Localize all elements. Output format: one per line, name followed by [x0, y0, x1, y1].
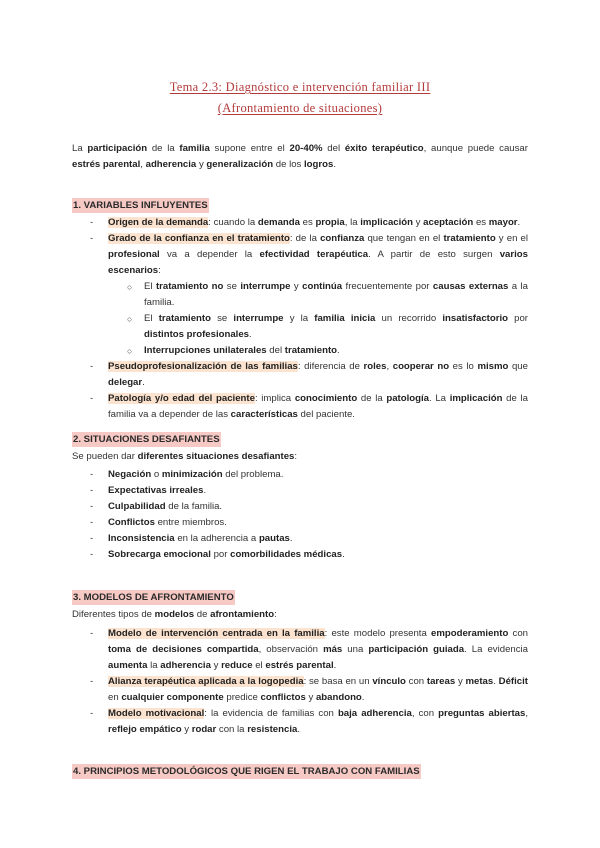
section-heading-models: 3. MODELOS DE AFRONTAMIENTO [73, 592, 234, 603]
section-heading-variables: 1. VARIABLES INFLUYENTES [73, 200, 208, 211]
list-item: - Grado de la confianza en el tratamiento: de la confianza que tengan en el tratamiento y en el profesional va a depender la efectividad terapéutica. A partir de esto surgen varios escenarios: ○ El tratamiento no se interrumpe y continúa frecuentemente por causas externas a la familia. ○ El tratamiento se interrumpe y la familia inicia un recorrido insatisfactorio por distintos profesionales. ○ Interrupciones unilaterales del tratamiento. [72, 231, 528, 359]
list-item: - Culpabilidad de la familia. [72, 499, 528, 515]
document-subtitle: (Afrontamiento de situaciones) [217, 101, 383, 115]
section-heading-principles: 4. PRINCIPIOS METODOLÓGICOS QUE RIGEN EL TRABAJO CON FAMILIAS [73, 766, 420, 777]
list-item: - Alianza terapéutica aplicada a la logopedia: se basa en un vínculo con tareas y metas. Déficit en cualquier componente predice conflictos y abandono. [72, 674, 528, 706]
document-title: Tema 2.3: Diagnóstico e intervención familiar III [169, 80, 431, 94]
list-item: - Conflictos entre miembros. [72, 515, 528, 531]
list-item: - Sobrecarga emocional por comorbilidades médicas. [72, 547, 528, 563]
list-item: - Negación o minimización del problema. [72, 467, 528, 483]
sublist-item: ○ Interrupciones unilaterales del tratamiento. [108, 343, 528, 359]
sublist-item: ○ El tratamiento no se interrumpe y continúa frecuentemente por causas externas a la familia. [108, 279, 528, 311]
list-item: - Expectativas irreales. [72, 483, 528, 499]
scenarios-sublist [108, 279, 528, 359]
models-intro: Diferentes tipos de modelos de afrontamiento: [72, 609, 277, 620]
intro-paragraph: La participación de la familia supone entre el 20-40% del éxito terapéutico, aunque puede causar estrés parental, adherencia y generalización de los logros. [72, 143, 528, 170]
list-item: - Modelo motivacional: la evidencia de familias con baja adherencia, con preguntas abiertas, reflejo empático y rodar con la resistencia. [72, 706, 528, 738]
situations-list [72, 467, 528, 563]
list-item: - Pseudoprofesionalización de las familias: diferencia de roles, cooperar no es lo mismo que delegar. [72, 359, 528, 391]
list-item: - Inconsistencia en la adherencia a pautas. [72, 531, 528, 547]
variables-list [72, 215, 528, 423]
list-item: - Patología y/o edad del paciente: implica conocimiento de la patología. La implicación de la familia va a depender de las características del paciente. [72, 391, 528, 423]
situations-intro: Se pueden dar diferentes situaciones desafiantes: [72, 451, 298, 462]
list-item: - Modelo de intervención centrada en la familia: este modelo presenta empoderamiento con toma de decisiones compartida, observación más una participación guiada. La evidencia aumenta la adherencia y reduce el estrés parental. [72, 626, 528, 674]
sublist-item: ○ El tratamiento se interrumpe y la familia inicia un recorrido insatisfactorio por distintos profesionales. [108, 311, 528, 343]
section-heading-situations: 2. SITUACIONES DESAFIANTES [73, 434, 220, 445]
list-item: - Origen de la demanda: cuando la demanda es propia, la implicación y aceptación es mayor. [72, 215, 528, 231]
models-list [72, 626, 528, 738]
